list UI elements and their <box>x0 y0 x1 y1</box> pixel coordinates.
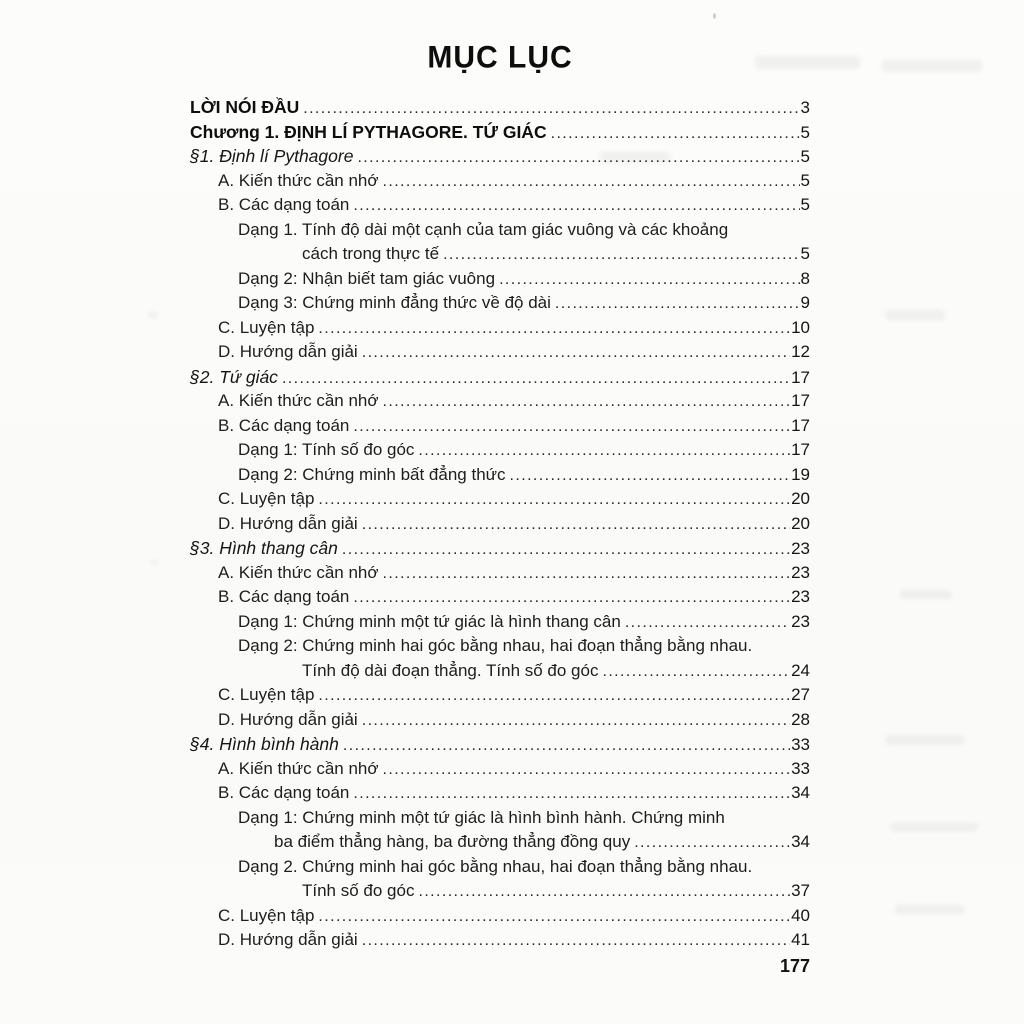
toc-entry-page: 20 <box>791 489 810 508</box>
scan-artifact <box>885 735 965 745</box>
toc-entry-page: 41 <box>791 930 810 949</box>
toc-row <box>190 879 810 904</box>
toc-row <box>190 561 810 586</box>
toc-row <box>190 365 810 390</box>
toc-entry-page: 37 <box>791 881 810 900</box>
toc-entry-label: cách trong thực tế <box>302 244 440 263</box>
toc-entry-label: Dạng 1: Chứng minh một tứ giác là hình thang cân <box>238 611 621 631</box>
toc-entry-label: C. Luyện tập <box>218 685 315 704</box>
toc-entry-label: B. Các dạng toán <box>218 783 350 802</box>
toc-entry-label: A. Kiến thức cần nhớ <box>218 758 379 778</box>
toc-row <box>190 732 810 757</box>
toc-row <box>190 438 810 463</box>
dot-leader <box>499 268 799 293</box>
toc-entry-label: Dạng 2: Nhận biết tam giác vuông <box>238 268 496 288</box>
toc-row <box>190 291 810 316</box>
toc-entry-label: Dạng 2. Chứng minh hai góc bằng nhau, hai đoạn thẳng bằng nhau. <box>238 856 753 876</box>
toc-entry-page: 33 <box>791 735 810 754</box>
toc-row <box>190 708 810 733</box>
dot-leader <box>353 194 799 219</box>
toc-entry-label: Dạng 2: Chứng minh hai góc bằng nhau, hai đoạn thẳng bằng nhau. <box>238 636 753 655</box>
scan-artifact <box>890 822 978 832</box>
dot-leader <box>353 415 790 440</box>
dot-leader <box>318 905 790 930</box>
dot-leader <box>353 782 790 807</box>
toc-row <box>190 487 810 512</box>
toc-entry-label: ba điểm thẳng hàng, ba đường thẳng đồng quy <box>274 832 631 851</box>
toc-entry-label: B. Các dạng toán <box>218 587 350 606</box>
dot-leader <box>634 831 790 856</box>
dot-leader <box>282 367 790 392</box>
toc-row <box>190 193 810 218</box>
toc-content <box>190 40 810 953</box>
dot-leader <box>362 709 790 734</box>
toc-entry-label: Dạng 1. Tính độ dài một cạnh của tam giác vuông và các khoảng <box>238 219 729 239</box>
toc-entry-label: Tính số đo góc <box>302 881 415 900</box>
dot-leader <box>418 439 790 464</box>
toc-row <box>190 389 810 414</box>
toc-row <box>190 316 810 341</box>
toc-entry-page: 12 <box>791 342 810 361</box>
dot-leader <box>362 929 790 954</box>
toc-entry-page: 23 <box>791 587 810 606</box>
toc-entry-page: 19 <box>791 464 810 484</box>
toc-row <box>190 536 810 561</box>
scan-artifact <box>895 905 965 914</box>
dot-leader <box>303 97 799 122</box>
scan-artifact <box>148 312 158 318</box>
toc-entry-page: 34 <box>791 783 810 802</box>
scan-speck <box>713 13 716 19</box>
toc-entry-label: D. Hướng dẫn giải <box>218 513 358 533</box>
page-title: MỤC LỤC <box>427 40 573 75</box>
toc-row <box>190 659 810 684</box>
toc-row <box>190 120 810 145</box>
dot-leader <box>362 513 790 538</box>
dot-leader <box>418 880 790 905</box>
toc-row <box>190 340 810 365</box>
toc-row <box>190 463 810 488</box>
toc-row <box>190 904 810 929</box>
toc-row <box>190 95 810 120</box>
toc-row <box>190 928 810 953</box>
toc-entry-page: 23 <box>791 562 810 582</box>
dot-leader <box>510 464 791 489</box>
toc-entry-label: D. Hướng dẫn giải <box>218 930 358 949</box>
toc-entry-page: 34 <box>791 832 810 851</box>
dot-leader <box>343 734 790 759</box>
toc-entry-page: 3 <box>800 98 810 117</box>
dot-leader <box>625 611 790 636</box>
toc-entry-label: §2. Tứ giác <box>190 366 278 387</box>
toc-entry-page: 10 <box>791 317 810 337</box>
toc-entry-page: 17 <box>791 415 810 435</box>
dot-leader <box>383 758 791 783</box>
dot-leader <box>353 586 790 611</box>
scan-artifact <box>150 560 158 565</box>
toc-entry-label: B. Các dạng toán <box>218 415 350 435</box>
toc-row <box>190 414 810 439</box>
dot-leader <box>342 538 790 563</box>
toc-entry-label: Dạng 3: Chứng minh đẳng thức về độ dài <box>238 293 551 312</box>
toc-entry-label: §4. Hình bình hành <box>190 734 339 754</box>
dot-leader <box>318 684 790 709</box>
toc-entry-label: §1. Định lí Pythagore <box>190 146 354 166</box>
toc-row <box>190 806 810 831</box>
toc-entry-page: 5 <box>800 195 810 214</box>
toc-entry-label: Tính độ dài đoạn thẳng. Tính số đo góc <box>302 660 599 680</box>
footer-page-number: 177 <box>779 956 810 976</box>
toc-entry-label: A. Kiến thức cần nhớ <box>218 562 379 582</box>
toc-entry-page: 8 <box>800 268 810 288</box>
dot-leader <box>602 660 790 685</box>
toc-entry-page: 9 <box>800 293 810 312</box>
toc-entry-page: 17 <box>791 440 810 459</box>
dot-leader <box>551 122 800 147</box>
dot-leader <box>443 243 799 268</box>
toc-entry-page: 17 <box>791 367 810 387</box>
dot-leader <box>555 292 800 317</box>
toc-entry-page: 40 <box>791 905 810 925</box>
toc-row <box>190 144 810 169</box>
toc-entry-label: A. Kiến thức cần nhớ <box>218 170 379 190</box>
toc-row <box>190 512 810 537</box>
dot-leader <box>383 390 791 415</box>
toc-row <box>190 242 810 267</box>
toc-row <box>190 267 810 292</box>
toc-entry-label: D. Hướng dẫn giải <box>218 342 358 361</box>
toc-entry-page: 5 <box>800 170 810 190</box>
toc-entry-page: 5 <box>800 122 810 142</box>
scan-artifact <box>885 310 945 320</box>
toc-row <box>190 585 810 610</box>
dot-leader <box>383 170 800 195</box>
toc-entry-page: 5 <box>800 147 810 166</box>
dot-leader <box>318 317 790 342</box>
toc-entry-label: B. Các dạng toán <box>218 195 350 214</box>
toc-row <box>190 610 810 635</box>
scan-artifact <box>882 60 982 72</box>
toc-entry-page: 28 <box>791 709 810 729</box>
toc-entry-page: 20 <box>791 513 810 533</box>
toc-entry-label: A. Kiến thức cần nhớ <box>218 391 379 410</box>
toc-row <box>190 218 810 243</box>
dot-leader <box>318 488 790 513</box>
toc-entry-page: 33 <box>791 758 810 778</box>
toc-entry-page: 23 <box>791 611 810 631</box>
toc-entry-label: C. Luyện tập <box>218 905 315 925</box>
toc-entry-label: C. Luyện tập <box>218 317 315 337</box>
toc-entry-page: 24 <box>791 660 810 680</box>
toc-row <box>190 634 810 659</box>
toc-entry-label: LỜI NÓI ĐẦU <box>190 97 300 117</box>
toc-entry-label: C. Luyện tập <box>218 489 315 508</box>
toc-entry-label: Chương 1. ĐỊNH LÍ PYTHAGORE. TỨ GIÁC <box>190 121 547 142</box>
toc-entry-label: Dạng 2: Chứng minh bất đẳng thức <box>238 464 506 484</box>
toc-row <box>190 757 810 782</box>
toc-list <box>190 95 810 953</box>
dot-leader <box>357 146 799 171</box>
toc-entry-page: 27 <box>791 685 810 704</box>
scan-artifact <box>900 590 952 599</box>
toc-entry-page: 23 <box>791 539 810 558</box>
toc-entry-label: Dạng 1: Tính số đo góc <box>238 440 415 459</box>
dot-leader <box>383 562 791 587</box>
toc-entry-label: §3. Hình thang cân <box>190 538 338 558</box>
toc-entry-label: Dạng 1: Chứng minh một tứ giác là hình bình hành. Chứng minh <box>238 807 725 827</box>
toc-row <box>190 830 810 855</box>
toc-entry-label: D. Hướng dẫn giải <box>218 709 358 729</box>
dot-leader <box>362 341 790 366</box>
toc-entry-page: 5 <box>800 244 810 263</box>
toc-row <box>190 855 810 880</box>
toc-row <box>190 169 810 194</box>
toc-entry-page: 17 <box>791 391 810 410</box>
toc-row <box>190 683 810 708</box>
toc-row <box>190 781 810 806</box>
